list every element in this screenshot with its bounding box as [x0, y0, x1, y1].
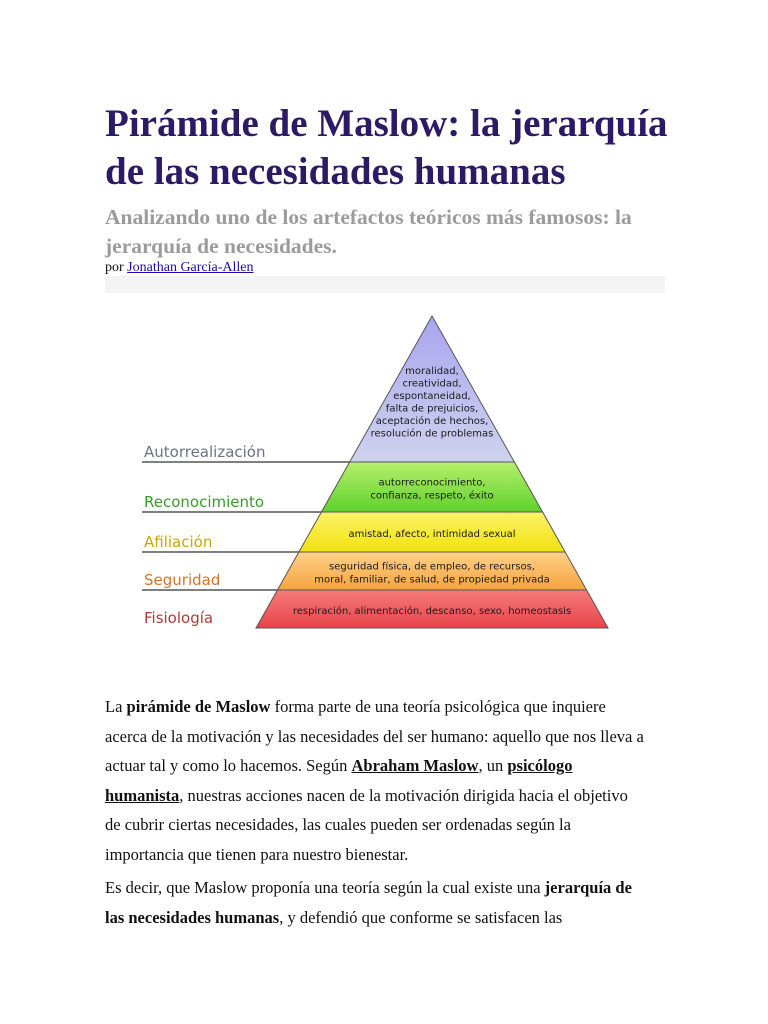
pyramid-tier-text: respiración, alimentación, descanso, sexo, homeostasis	[292, 606, 572, 617]
article-title-line-1: Pirámide de Maslow: la jerarquía	[105, 102, 668, 145]
separator-bar	[105, 276, 665, 293]
pyramid-label-1: Autorrealización	[144, 443, 266, 461]
pyramid-tier-text: creatividad,	[402, 378, 462, 390]
text-run: actuar tal y como lo hacemos. Según	[105, 756, 352, 775]
bold-term-jerarquia: jerarquía de	[544, 878, 632, 897]
paragraph-1-line-6: importancia que tienen para nuestro bienestar.	[105, 844, 409, 864]
abraham-maslow-link[interactable]: Abraham Maslow	[351, 756, 479, 775]
article-subtitle	[105, 203, 695, 261]
pyramid-tier-text: seguridad física, de empleo, de recursos,	[329, 561, 535, 573]
paragraph-1-line-5: de cubrir ciertas necesidades, las cuales pueden ser ordenadas según la	[105, 815, 571, 834]
author-link[interactable]: Jonathan García-Allen	[127, 260, 254, 275]
psicologo-humanista-link-cont[interactable]: humanista	[105, 785, 180, 805]
pyramid-label-3: Afiliación	[144, 533, 213, 551]
paragraph-2-line-2	[105, 903, 665, 933]
pyramid-tier-text: amistad, afecto, intimidad sexual	[348, 529, 516, 540]
article-subtitle-line-2: jerarquía de necesidades.	[105, 234, 337, 258]
pyramid-tier-text: resolución de problemas	[370, 428, 494, 440]
paragraph-1-line-1	[105, 692, 665, 722]
pyramid-tier-text: autorreconocimiento,	[378, 477, 486, 489]
pyramid-label-2: Reconocimiento	[144, 493, 265, 511]
pyramid-label-4: Seguridad	[144, 571, 221, 589]
bold-term-piramide: pirámide de Maslow	[126, 697, 271, 716]
maslow-pyramid-svg	[110, 296, 660, 646]
pyramid-tier-text: espontaneidad,	[393, 390, 471, 402]
paragraph-1-line-3	[105, 751, 665, 781]
pyramid-tier-text: confianza, respeto, éxito	[370, 490, 494, 502]
pyramid-tier-text: falta de prejuicios,	[385, 403, 479, 415]
article-title-line-2: de las necesidades humanas	[105, 150, 566, 193]
byline-prefix: por	[105, 260, 124, 275]
paragraph-2-line-1	[105, 873, 665, 903]
text-run: Es decir, que Maslow proponía una teoría según la cual existe una	[105, 878, 545, 897]
pyramid-tier-text: aceptación de hechos,	[375, 415, 489, 427]
text-run: forma parte de una teoría psicológica que inquiere	[270, 697, 606, 716]
paragraph-2	[105, 873, 665, 932]
paragraph-1	[105, 692, 665, 869]
text-run: , y defendió que conforme se satisfacen las	[279, 907, 563, 927]
pyramid-tier-text: moralidad,	[405, 365, 459, 377]
text-run: La	[105, 697, 127, 716]
text-run: , nuestras acciones nacen de la motivación dirigida hacia el objetivo	[179, 785, 628, 805]
bold-term-necesidades: las necesidades humanas	[105, 907, 280, 927]
psicologo-humanista-link[interactable]: psicólogo	[507, 756, 573, 775]
paragraph-1-line-4	[105, 781, 665, 811]
pyramid-tier-text: moral, familiar, de salud, de propiedad privada	[314, 574, 550, 586]
pyramid-label-5: Fisiología	[144, 609, 214, 627]
paragraph-1-line-2: acerca de la motivación y las necesidades del ser humano: aquello que nos lleva a	[105, 726, 644, 746]
maslow-pyramid-figure	[110, 296, 660, 646]
article-title	[105, 100, 705, 196]
byline	[105, 259, 254, 277]
text-run: , un	[478, 756, 508, 775]
article-subtitle-line-1: Analizando uno de los artefactos teóricos más famosos: la	[105, 205, 632, 229]
